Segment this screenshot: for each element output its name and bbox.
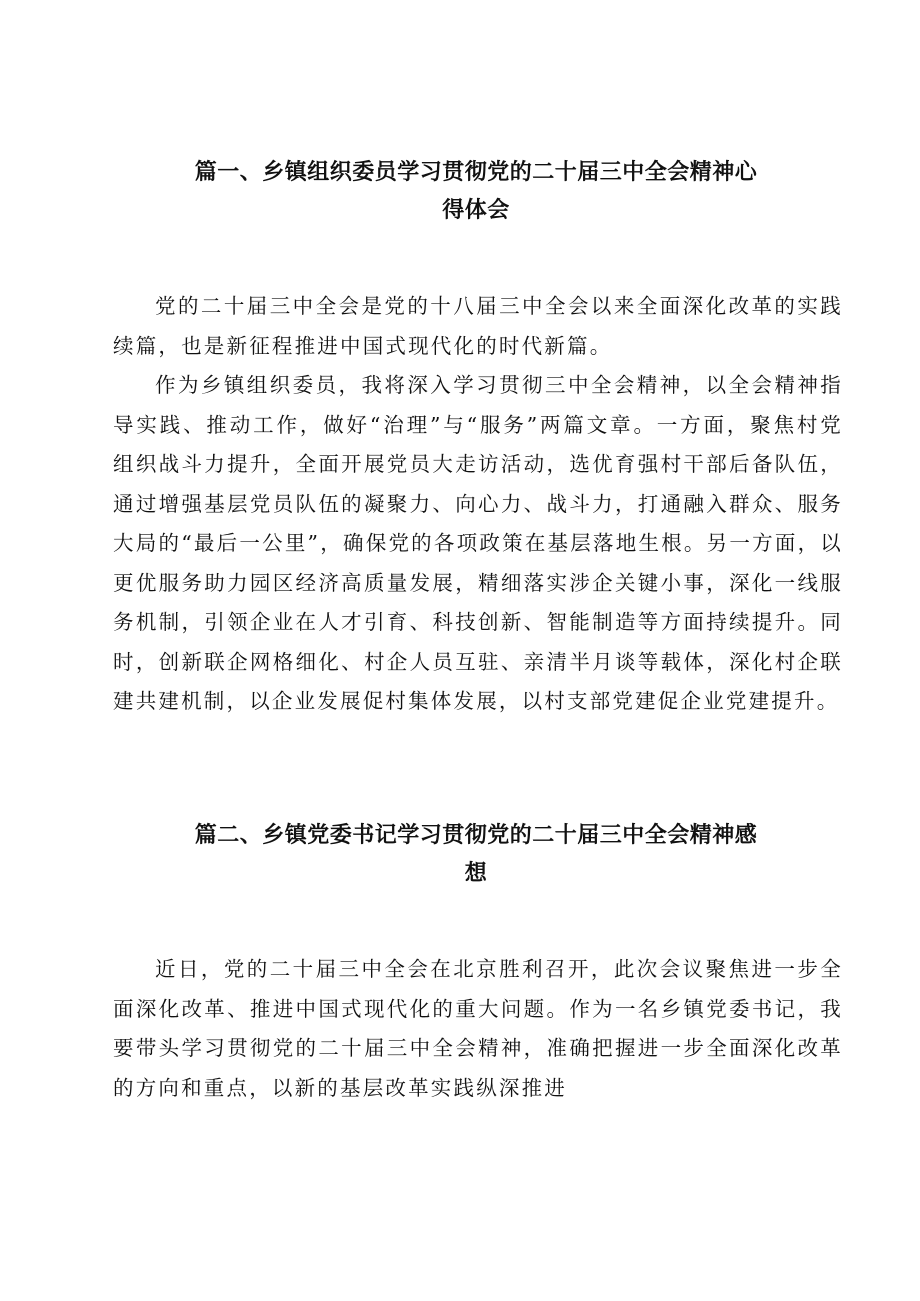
- section2-heading: [120, 817, 832, 893]
- section1-heading: [120, 154, 832, 230]
- section2-heading-line2: 想: [464, 861, 488, 886]
- section1-paragraph2: 作为乡镇组织委员，我将深入学习贯彻三中全会精神，以全会精神指导实践、推动工作，做好“治理”与“服务”两篇文章。一方面，聚焦村党组织战斗力提升，全面开展党员大走访活动，选优育强村干部后备队伍，通过增强基层党员队伍的凝聚力、向心力、战斗力，打通融入群众、服务大局的“最后一公里”，确保党的各项政策在基层落地生根。另一方面，以更优服务助力园区经济高质量发展，精细落实涉企关键小事，深化一线服务机制，引领企业在人才引育、科技创新、智能制造等方面持续提升。同时，创新联企网格细化、村企人员互驻、亲清半月谈等载体，深化村企联建共建机制，以企业发展促村集体发展，以村支部党建促企业党建提升。: [113, 373, 843, 713]
- section2-heading-line1: 篇二、乡镇党委书记学习贯彻党的二十届三中全会精神感: [194, 823, 758, 848]
- section1-heading-line2: 得体会: [442, 198, 510, 223]
- section1-heading-line1: 篇一、乡镇组织委员学习贯彻党的二十届三中全会精神心: [194, 160, 758, 185]
- section1-paragraph1: 党的二十届三中全会是党的十八届三中全会以来全面深化改革的实践续篇，也是新征程推进中国式现代化的时代新篇。: [113, 294, 843, 358]
- section2-paragraph1: 近日，党的二十届三中全会在北京胜利召开，此次会议聚焦进一步全面深化改革、推进中国式现代化的重大问题。作为一名乡镇党委书记，我要带头学习贯彻党的二十届三中全会精神，准确把握进一步全面深化改革的方向和重点，以新的基层改革实践纵深推进: [113, 957, 843, 1100]
